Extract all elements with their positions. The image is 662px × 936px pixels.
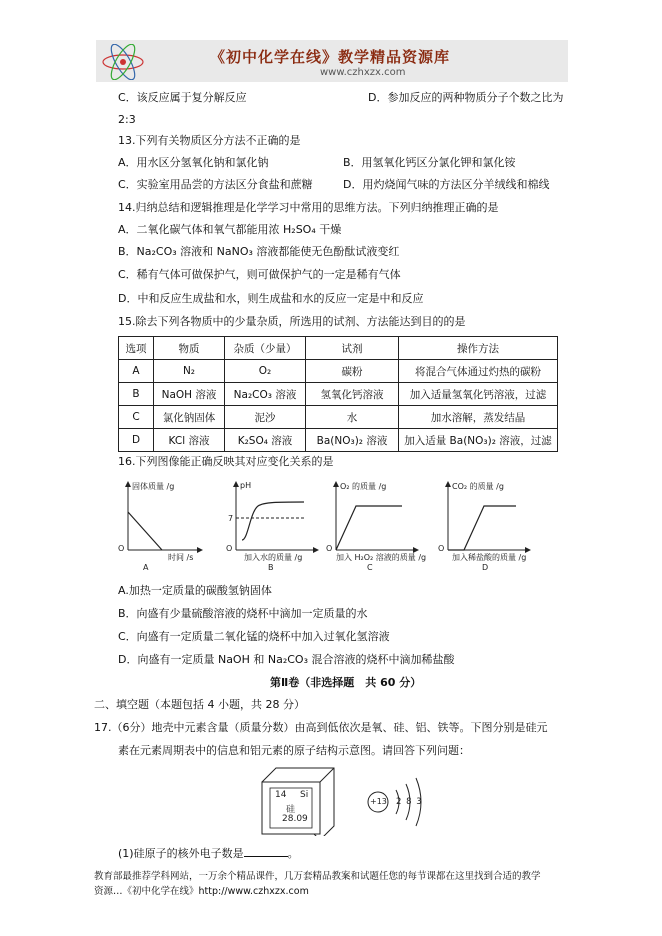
q13-option-d: D．用灼烧闻气味的方法区分羊绒线和棉线	[343, 178, 550, 191]
q17-sub1-text: (1)硅原子的核外电子数是	[118, 847, 244, 860]
graph-c-letter: C	[367, 563, 373, 572]
graph-a-origin: O	[118, 544, 125, 553]
graph-d-ylabel: CO₂ 的质量 /g	[452, 482, 504, 491]
answer-blank[interactable]	[244, 845, 288, 857]
graph-d-origin: O	[438, 544, 445, 553]
table-cell: Ba(NO₃)₂ 溶液	[306, 429, 399, 452]
graph-b-ylabel: pH	[240, 481, 252, 490]
table-row	[119, 383, 558, 406]
q16-stem: 16.下列图像能正确反映其对应变化关系的是	[118, 455, 334, 468]
series-line	[448, 506, 516, 550]
q16-option-a: A.加热一定质量的碳酸氢钠固体	[118, 584, 272, 597]
q13-stem: 13.下列有关物质区分方法不正确的是	[118, 134, 301, 147]
table-cell: 将混合气体通过灼热的碳粉	[399, 360, 558, 383]
element-name: 硅	[286, 805, 296, 815]
table-row	[119, 360, 558, 383]
section-title: 第Ⅱ卷（非选择题 共 60 分）	[270, 676, 422, 689]
table-header: 杂质（少量）	[225, 337, 306, 360]
series-line	[128, 512, 162, 550]
table-cell: 碳粉	[306, 360, 399, 383]
table-header: 试剂	[306, 337, 399, 360]
table-cell: 加水溶解，蒸发结晶	[399, 406, 558, 429]
q15-stem: 15.除去下列各物质中的少量杂质，所选用的试剂、方法能达到目的的是	[118, 315, 466, 328]
table-row	[119, 429, 558, 452]
q16-option-c: C．向盛有一定质量二氧化锰的烧杯中加入过氧化氢溶液	[118, 630, 390, 643]
graph-c	[336, 484, 416, 550]
graph-d	[448, 484, 528, 550]
q17-line1: 17.（6分）地壳中元素含量（质量分数）由高到低依次是氧、硅、铝、铁等。下图分别是硅元	[94, 721, 548, 734]
element-atomic-number: 14	[275, 790, 287, 800]
element-atomic-mass: 28.09	[282, 814, 308, 824]
q17-line2: 素在元素周期表中的信息和铝元素的原子结构示意图。请回答下列问题：	[118, 744, 470, 757]
graph-d-letter: D	[482, 563, 489, 572]
table-cell: N₂	[154, 360, 225, 383]
graph-d-xlabel: 加入稀盐酸的质量 /g	[452, 553, 527, 562]
table-cell: 氯化钠固体	[154, 406, 225, 429]
table-cell: 泥沙	[225, 406, 306, 429]
table-cell: K₂SO₄ 溶液	[225, 429, 306, 452]
table-header: 物质	[154, 337, 225, 360]
q17-sub1	[118, 845, 299, 861]
table-header: 操作方法	[399, 337, 558, 360]
q13-option-a: A．用水区分氢氧化钠和氯化钠	[118, 156, 269, 169]
element-symbol: Si	[300, 790, 309, 800]
q14-option-a: A．二氧化碳气体和氧气都能用浓 H₂SO₄ 干燥	[118, 223, 342, 236]
table-cell: O₂	[225, 360, 306, 383]
table-cell: 加入适量 Ba(NO₃)₂ 溶液，过滤	[399, 429, 558, 452]
table-cell: C	[119, 406, 154, 429]
table-cell: B	[119, 383, 154, 406]
atom-logo-icon	[100, 44, 146, 80]
table-cell: D	[119, 429, 154, 452]
q14-option-b: B．Na₂CO₃ 溶液和 NaNO₃ 溶液都能使无色酚酞试液变红	[118, 245, 400, 258]
q16-option-d: D．向盛有一定质量 NaOH 和 Na₂CO₃ 混合溶液的烧杯中滴加稀盐酸	[118, 653, 455, 666]
table-cell: 水	[306, 406, 399, 429]
q14-option-c: C．稀有气体可做保护气，则可做保护气的一定是稀有气体	[118, 268, 401, 281]
table-cell: NaOH 溶液	[154, 383, 225, 406]
q13-option-c: C．实验室用品尝的方法区分食盐和蔗糖	[118, 178, 313, 191]
graph-a-xlabel: 时间 /s	[168, 553, 194, 562]
table-cell: 氢氧化钙溶液	[306, 383, 399, 406]
table-row	[119, 406, 558, 429]
q14-stem: 14.归纳总结和逻辑推理是化学学习中常用的思维方法。下列归纳推理正确的是	[118, 201, 499, 214]
atom-nucleus-charge: +13	[370, 797, 387, 806]
graph-a-letter: A	[143, 563, 149, 572]
graph-a	[128, 484, 200, 550]
q17-sub1-end: 。	[287, 847, 299, 860]
q14-option-d: D．中和反应生成盐和水，则生成盐和水的反应一定是中和反应	[118, 292, 424, 305]
series-line	[336, 506, 402, 550]
series-line	[242, 502, 304, 540]
graph-b-letter: B	[268, 563, 274, 572]
graph-b-origin: O	[226, 544, 233, 553]
table-cell: Na₂CO₃ 溶液	[225, 383, 306, 406]
silicon-element-cube	[258, 764, 338, 836]
q16-graphs	[118, 478, 538, 578]
banner-title: 《初中化学在线》教学精品资源库	[210, 48, 451, 66]
q12-option-c: C．该反应属于复分解反应	[118, 91, 247, 104]
graph-a-ylabel: 固体质量 /g	[132, 482, 175, 491]
table-header: 选项	[119, 337, 154, 360]
banner-url: www.czhxzx.com	[320, 67, 406, 78]
q12-option-d-cont: 2:3	[118, 113, 136, 126]
graph-b-tick-7: 7	[228, 514, 234, 523]
q12-option-d: D．参加反应的两种物质分子个数之比为	[368, 91, 564, 104]
q16-option-b: B．向盛有少量硫酸溶液的烧杯中滴加一定质量的水	[118, 607, 368, 620]
fill-section-heading: 二、填空题（本题包括 4 小题，共 28 分）	[94, 698, 305, 711]
graph-b	[236, 484, 316, 550]
graph-c-ylabel: O₂ 的质量 /g	[340, 482, 387, 491]
footer-line2: 资源…《初中化学在线》http://www.czhxzx.com	[94, 886, 309, 897]
table-header-row	[119, 337, 558, 360]
table-cell: A	[119, 360, 154, 383]
graph-c-xlabel: 加入 H₂O₂ 溶液的质量 /g	[336, 553, 427, 562]
table-cell: KCl 溶液	[154, 429, 225, 452]
atom-electron-shells: 2 8 3	[396, 797, 423, 807]
graph-b-xlabel: 加入水的质量 /g	[244, 553, 303, 562]
graph-c-origin: O	[326, 544, 333, 553]
q13-option-b: B．用氢氧化钙区分氯化钾和氯化铵	[343, 156, 516, 169]
q15-table	[118, 336, 558, 452]
footer-line1: 教育部最推荐学科网站，一万余个精品课件，几万套精品教案和试题任您的每节课都在这里找到合适的教学	[94, 871, 541, 882]
table-cell: 加入适量氢氧化钙溶液，过滤	[399, 383, 558, 406]
